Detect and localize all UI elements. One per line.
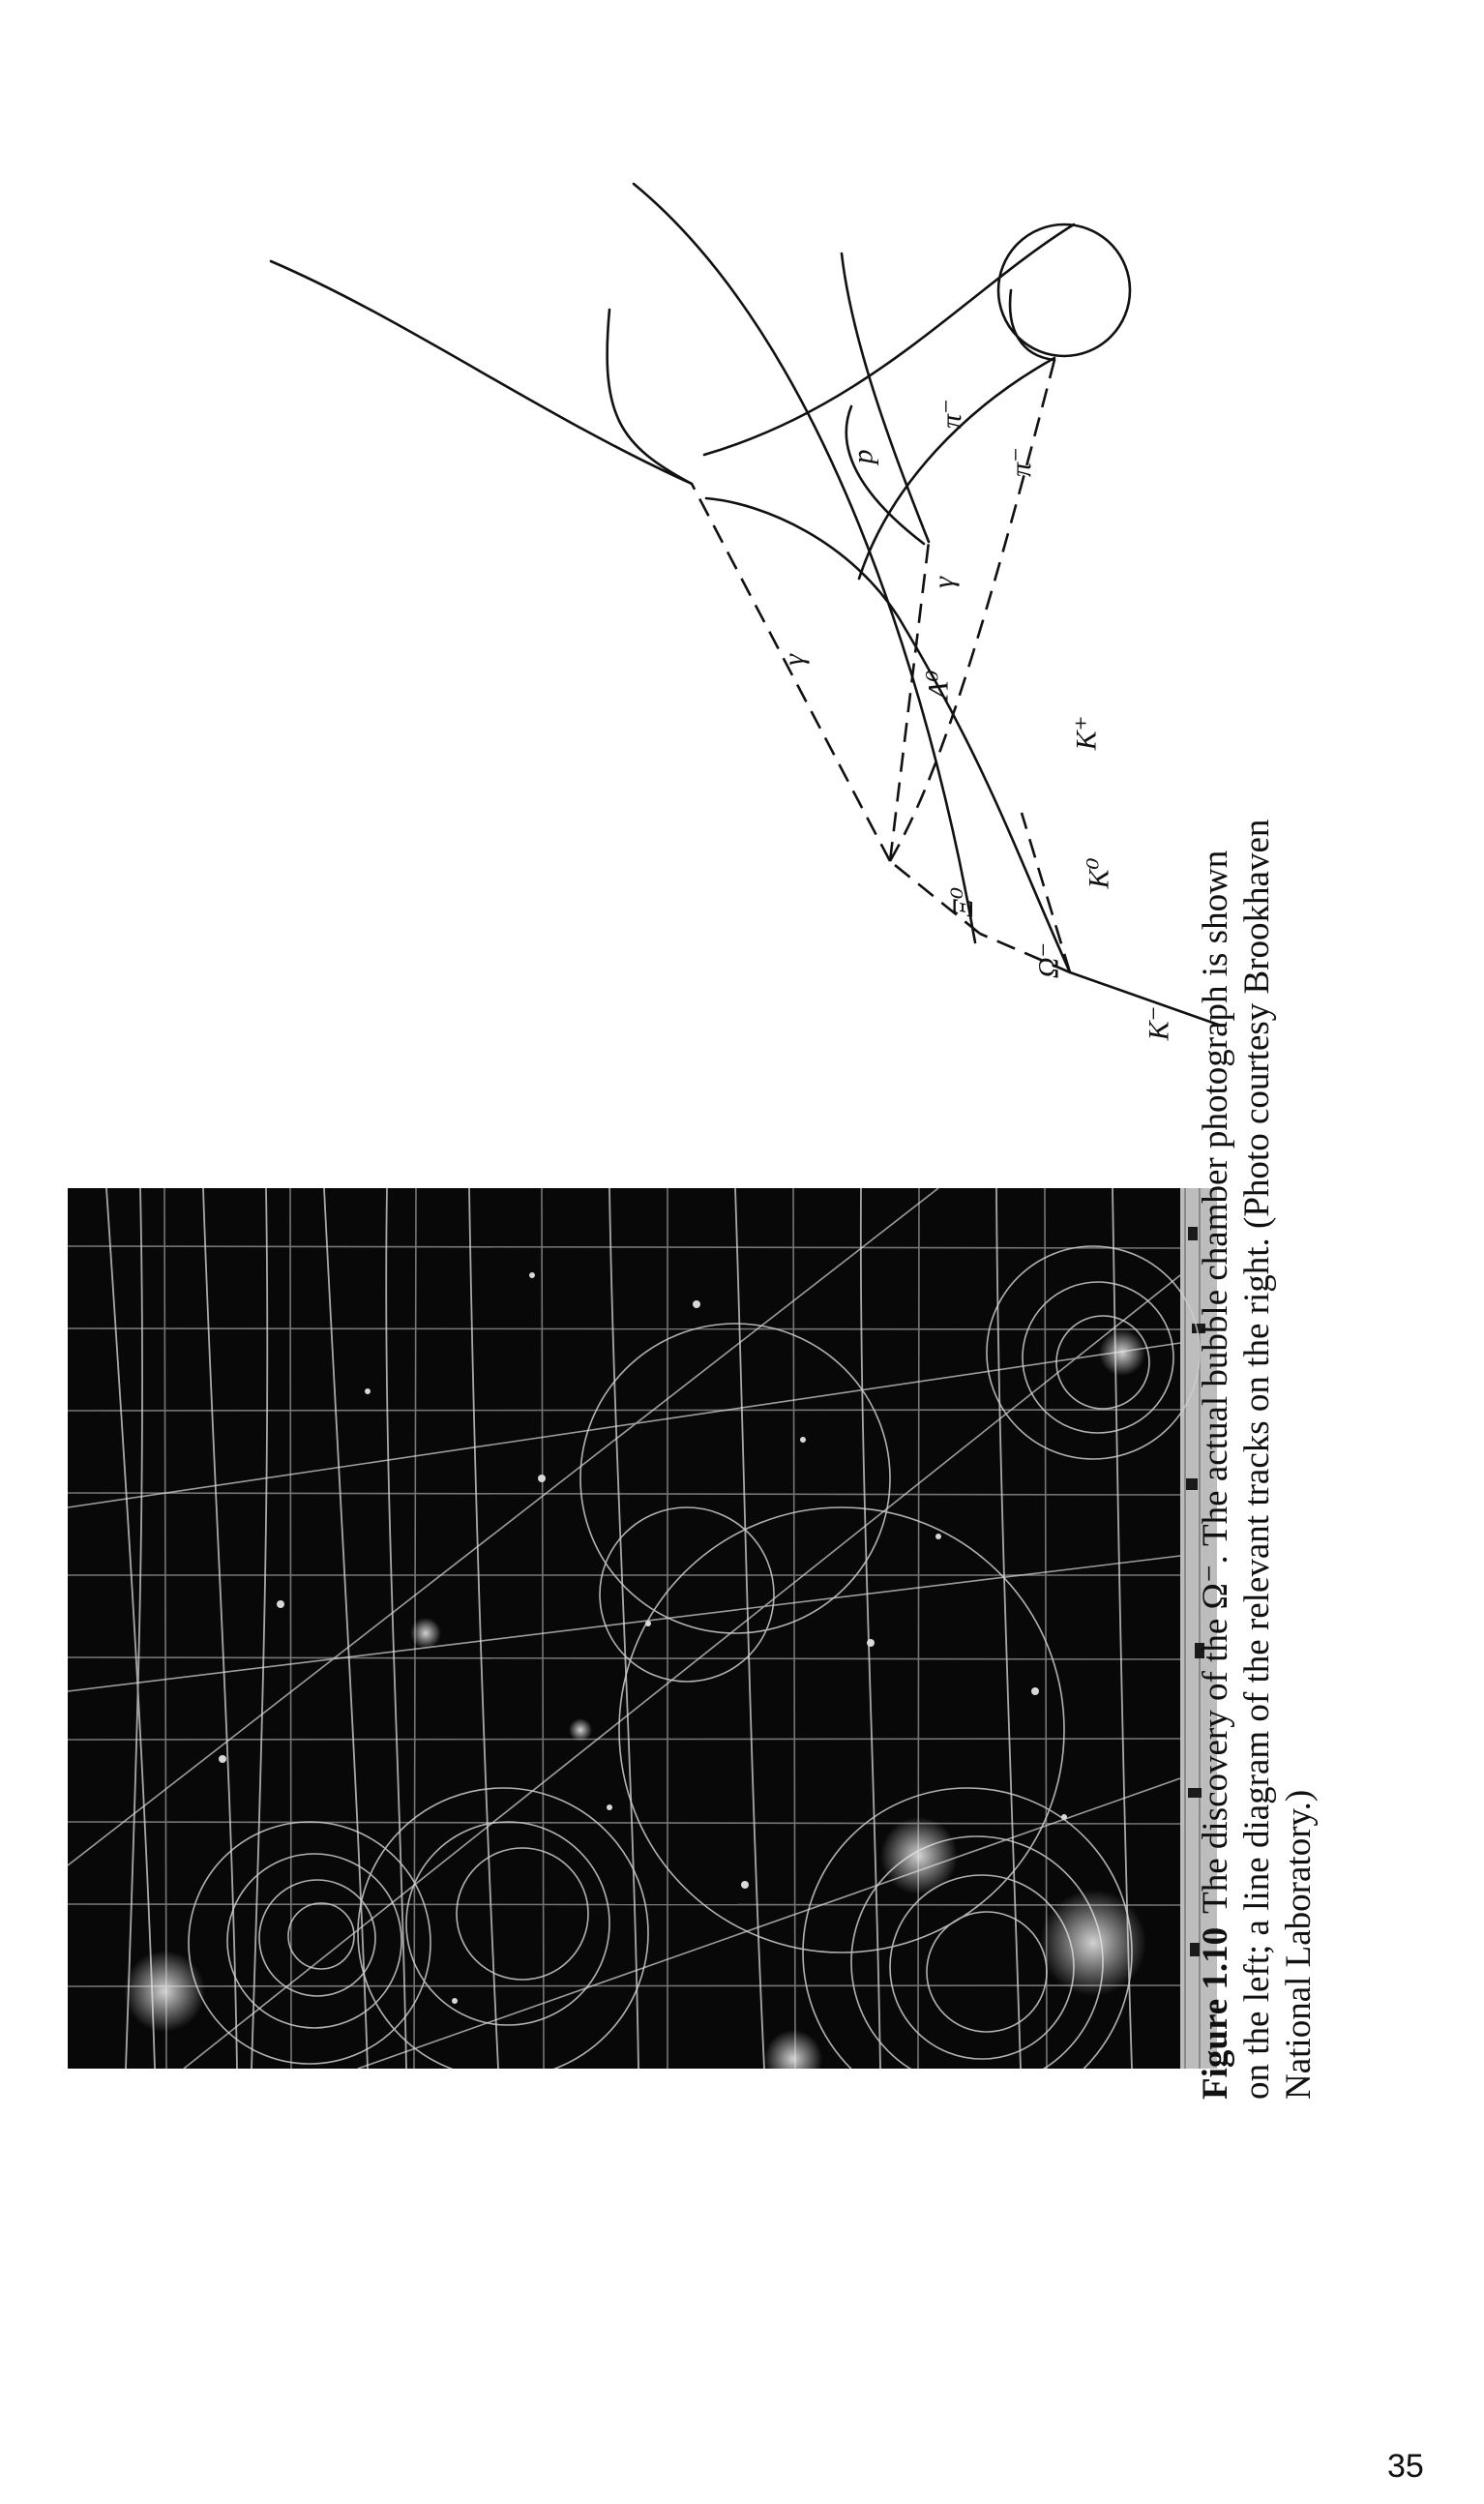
gamma-pair-track: [846, 406, 924, 544]
gamma-dashed-xi: [692, 484, 890, 861]
bubble-chamber-photograph: [68, 1188, 1217, 2069]
figure-label: Figure 1.10: [1196, 1926, 1235, 2100]
gamma-dashed-lambda: [890, 360, 1054, 861]
k-plus-track: [706, 498, 1070, 972]
label-gamma-xi: γ: [777, 654, 810, 666]
label-xi0: Ξ⁰: [947, 886, 980, 918]
label-gamma-lambda: γ: [927, 577, 960, 588]
proton-track: [842, 253, 929, 542]
caption-line-3: National Laboratory.): [1279, 1789, 1319, 2100]
pair-lower: [608, 310, 692, 484]
label-omega-minus: Ω⁻: [1032, 941, 1065, 979]
caption-line-1: Figure 1.10The discovery of the Ω⁻. The actual bubble chamber photograph is shown: [1196, 850, 1235, 2100]
label-pi-minus-bottom: π⁻: [935, 399, 967, 429]
label-proton: p: [846, 449, 879, 464]
loop-arc: [1010, 290, 1054, 360]
pi-minus-bottom-track: [634, 184, 975, 942]
label-lambda0: Λ⁰: [922, 670, 955, 700]
label-pi-minus-top: π⁻: [1004, 447, 1037, 477]
label-k-minus: K⁻: [1143, 1005, 1175, 1041]
page-number: 35: [1387, 2448, 1424, 2485]
outgoing-track-left: [704, 224, 1074, 455]
caption-line-2: on the left; a line diagram of the relevant tracks on the right. (Photo courtesy Brookhaven: [1237, 819, 1277, 2100]
lambda0-dashed: [890, 542, 929, 861]
label-k-plus: K⁺: [1070, 715, 1103, 751]
label-k0: K⁰: [1083, 857, 1115, 889]
pair-upper: [271, 261, 692, 484]
spiral-loop: [998, 224, 1130, 356]
photo-tracks: [68, 1188, 1217, 2069]
